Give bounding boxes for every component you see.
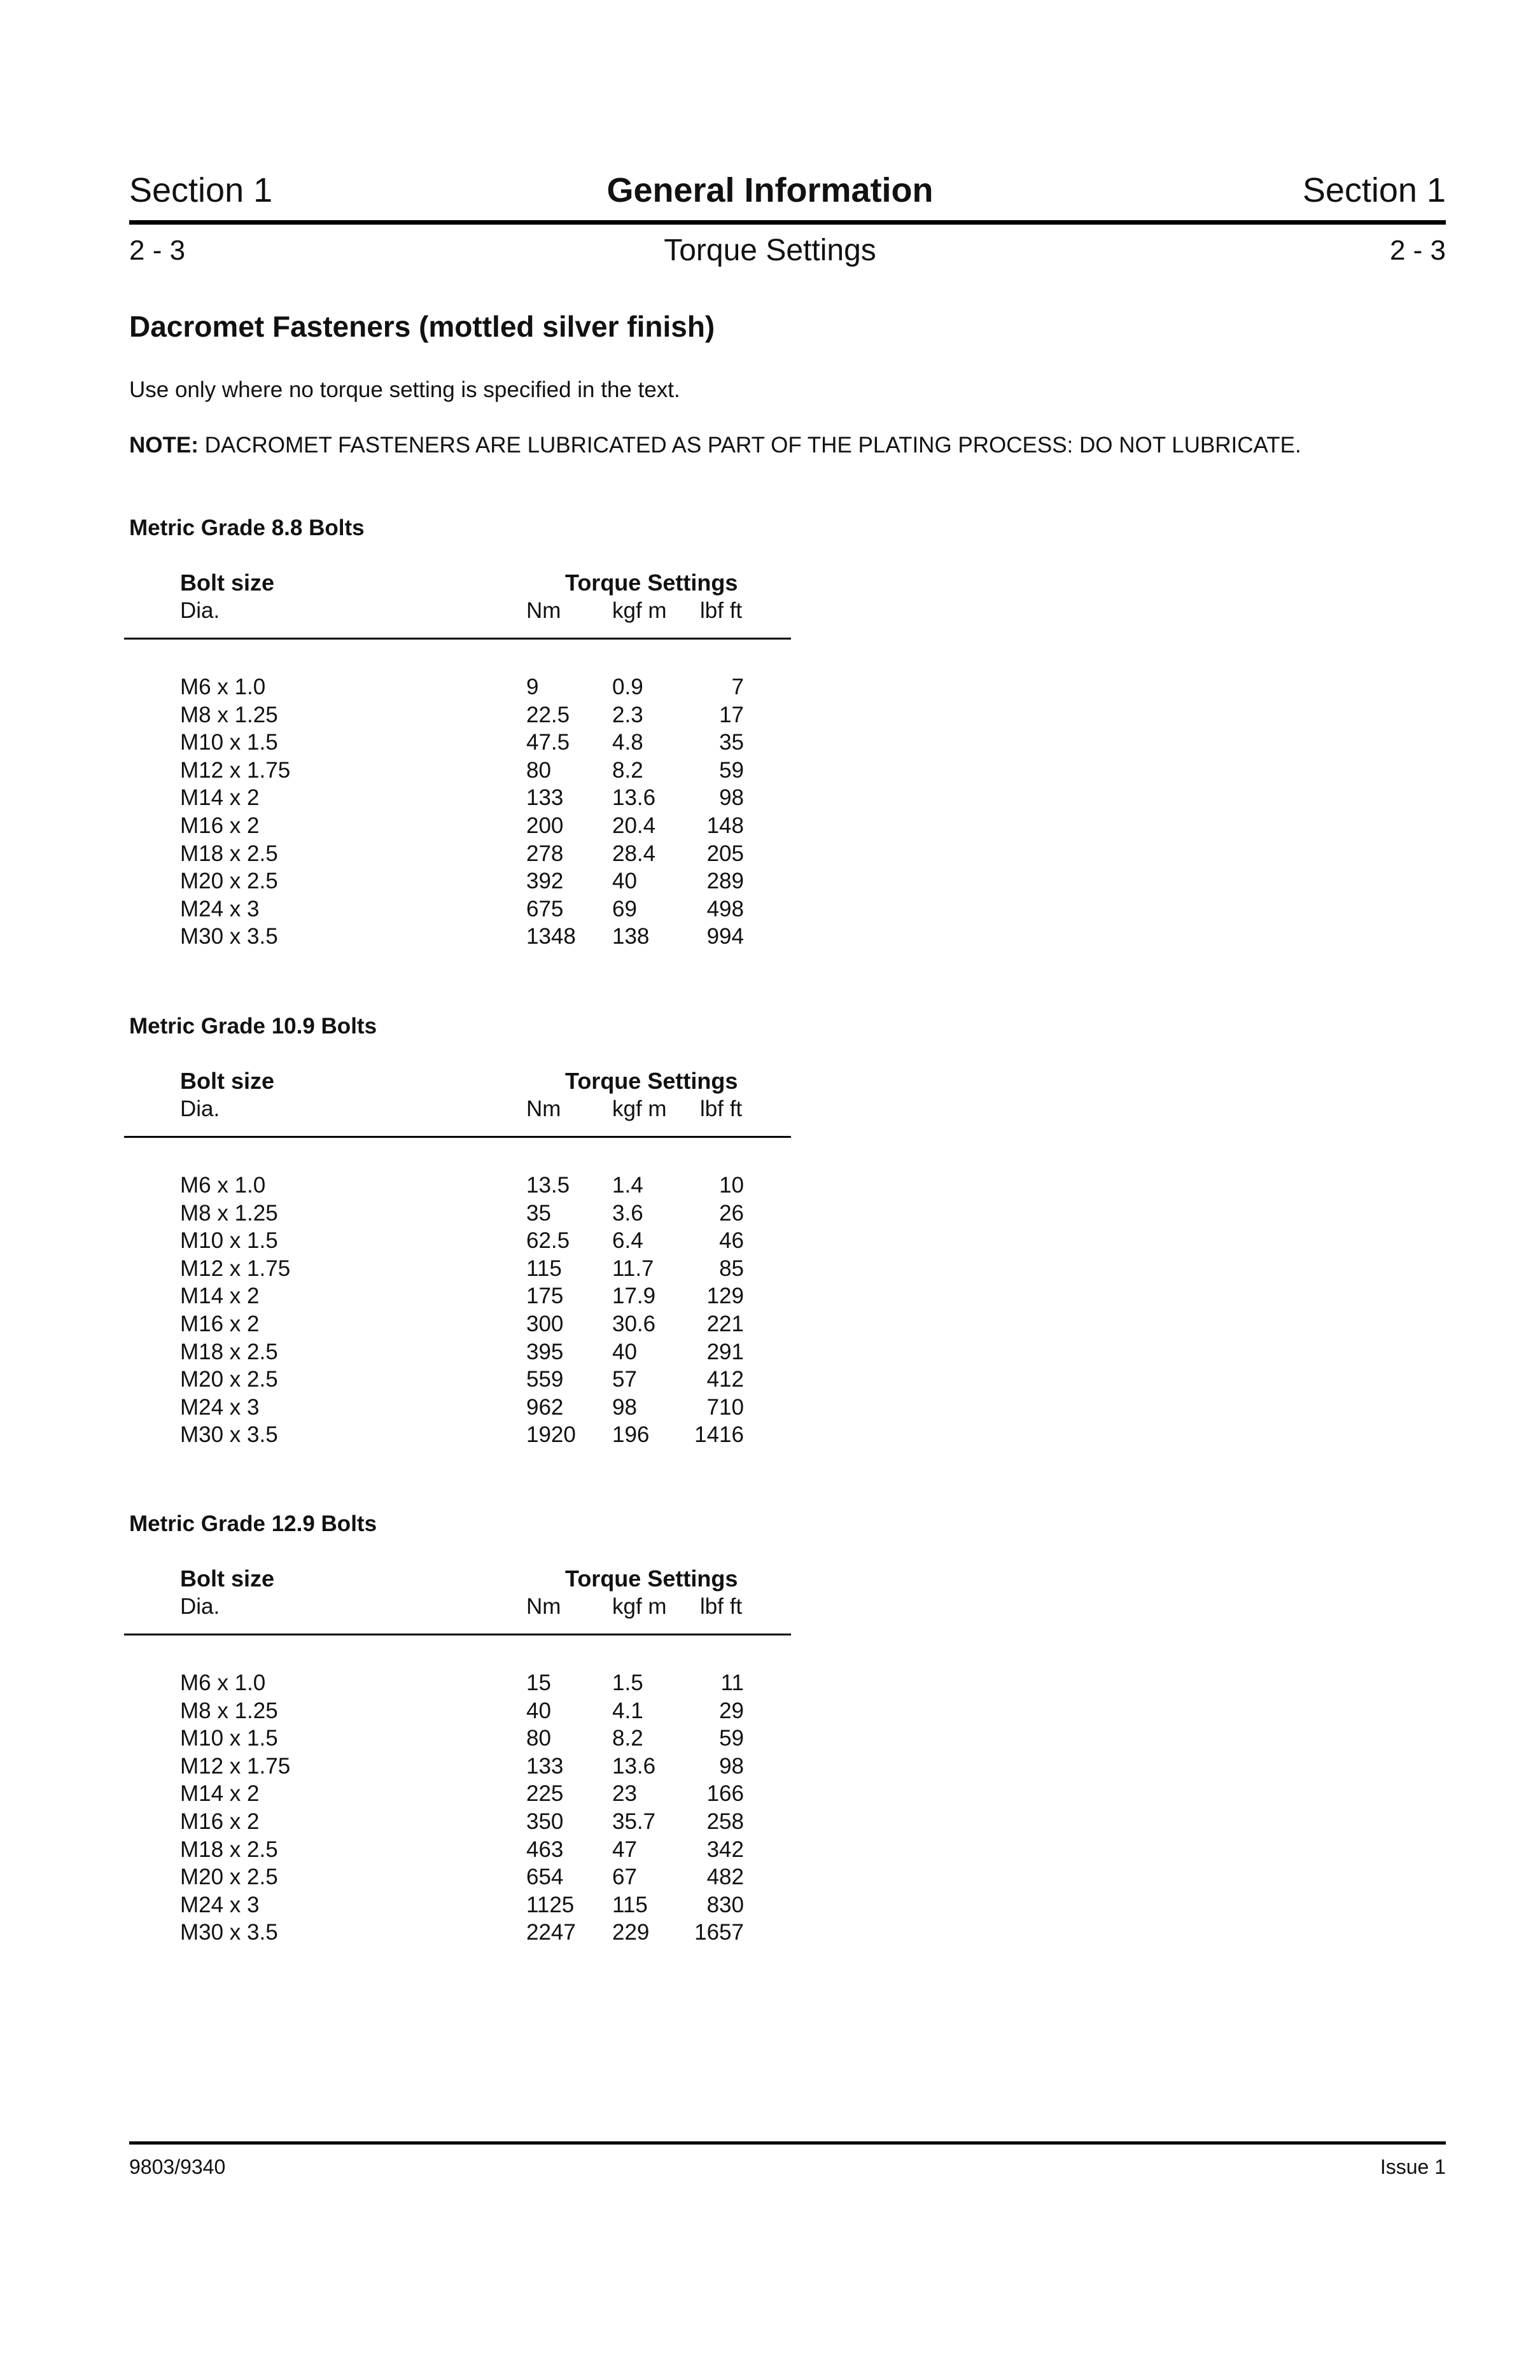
cell-nm: 175 — [526, 1284, 564, 1309]
table-row — [124, 1836, 792, 1864]
cell-lbf: 148 — [706, 813, 744, 838]
table-row — [124, 1282, 792, 1310]
col-header-nm: Nm — [526, 598, 561, 623]
cell-lbf: 11 — [720, 1670, 744, 1695]
table-row — [124, 1891, 792, 1919]
cell-size: M8 x 1.25 — [180, 1698, 278, 1723]
note-body: DACROMET FASTENERS ARE LUBRICATED AS PART OF THE PLATING PROCESS: DO NOT LUBRICATE. — [198, 433, 1301, 458]
cell-lbf: 59 — [719, 1726, 744, 1751]
table-row — [124, 784, 792, 812]
table-row — [124, 1919, 792, 1947]
cell-lbf: 98 — [719, 1753, 744, 1779]
header-title: General Information — [606, 171, 934, 209]
cell-kgf: 1.4 — [612, 1173, 643, 1198]
cell-kgf: 8.2 — [612, 1726, 643, 1751]
cell-lbf: 482 — [706, 1865, 744, 1890]
col-header-nm: Nm — [526, 1594, 561, 1619]
col-header-kgf-m: kgf m — [612, 598, 667, 623]
cell-size: M16 x 2 — [180, 813, 260, 838]
cell-lbf: 35 — [719, 730, 744, 755]
header-section-right: Section 1 — [1302, 171, 1446, 209]
cell-lbf: 342 — [706, 1837, 744, 1862]
document-title: Dacromet Fasteners (mottled silver finish) — [129, 310, 715, 343]
table-row — [124, 923, 792, 951]
cell-nm: 392 — [526, 869, 564, 894]
cell-size: M6 x 1.0 — [180, 675, 266, 699]
cell-nm: 300 — [526, 1311, 564, 1336]
cell-size: M24 x 3 — [180, 1394, 260, 1420]
cell-nm: 395 — [526, 1339, 564, 1364]
cell-kgf: 98 — [612, 1394, 637, 1420]
table-row — [124, 1808, 792, 1836]
cell-lbf: 710 — [706, 1394, 744, 1420]
cell-nm: 1348 — [526, 924, 576, 949]
cell-size: M18 x 2.5 — [180, 841, 278, 866]
cell-kgf: 4.1 — [612, 1698, 643, 1723]
cell-nm: 133 — [526, 785, 564, 811]
cell-lbf: 85 — [719, 1256, 744, 1281]
cell-kgf: 4.8 — [612, 730, 643, 755]
cell-nm: 22.5 — [526, 702, 570, 727]
table-body — [124, 1172, 792, 1449]
header-rule — [129, 220, 1446, 225]
cell-size: M30 x 3.5 — [180, 1920, 278, 1945]
table-rule — [124, 1634, 791, 1635]
cell-size: M12 x 1.75 — [180, 1753, 291, 1779]
cell-kgf: 0.9 — [612, 675, 643, 699]
table-row — [124, 1338, 792, 1366]
cell-kgf: 11.7 — [612, 1256, 654, 1281]
cell-size: M12 x 1.75 — [180, 757, 291, 783]
col-header-lbf-ft: lbf ft — [700, 598, 743, 623]
cell-nm: 80 — [526, 1726, 551, 1751]
cell-kgf: 138 — [612, 924, 650, 949]
cell-kgf: 3.6 — [612, 1200, 643, 1226]
cell-lbf: 46 — [719, 1228, 744, 1254]
cell-lbf: 98 — [719, 785, 744, 811]
col-header-lbf-ft: lbf ft — [700, 1096, 743, 1121]
cell-lbf: 221 — [706, 1311, 744, 1336]
cell-size: M20 x 2.5 — [180, 1367, 278, 1392]
cell-nm: 62.5 — [526, 1228, 570, 1254]
cell-size: M16 x 2 — [180, 1311, 260, 1336]
cell-size: M18 x 2.5 — [180, 1837, 278, 1862]
note-label: NOTE: — [129, 433, 199, 458]
note-text — [129, 434, 1301, 456]
table-row — [124, 867, 792, 895]
table-body — [124, 673, 792, 951]
col-header-lbf-ft: lbf ft — [700, 1594, 743, 1619]
cell-nm: 463 — [526, 1837, 564, 1862]
col-header-torque-settings: Torque Settings — [565, 1068, 738, 1094]
table-row — [124, 757, 792, 785]
cell-kgf: 196 — [612, 1422, 650, 1448]
cell-size: M20 x 2.5 — [180, 869, 278, 894]
cell-size: M8 x 1.25 — [180, 1200, 278, 1226]
cell-kgf: 23 — [612, 1781, 637, 1807]
cell-nm: 350 — [526, 1809, 564, 1834]
cell-lbf: 129 — [706, 1284, 744, 1309]
cell-lbf: 17 — [719, 702, 744, 727]
col-header-kgf-m: kgf m — [612, 1096, 667, 1121]
cell-size: M6 x 1.0 — [180, 1670, 266, 1695]
cell-nm: 40 — [526, 1698, 551, 1723]
table-row — [124, 1669, 792, 1697]
table-row — [124, 1227, 792, 1255]
table-row — [124, 1366, 792, 1394]
cell-nm: 133 — [526, 1753, 564, 1779]
cell-kgf: 57 — [612, 1367, 637, 1392]
table-row — [124, 1421, 792, 1449]
cell-kgf: 20.4 — [612, 813, 656, 838]
cell-nm: 654 — [526, 1865, 564, 1890]
table-row — [124, 729, 792, 757]
cell-size: M24 x 3 — [180, 896, 260, 921]
table-row — [124, 673, 792, 701]
cell-size: M30 x 3.5 — [180, 924, 278, 949]
table-rule — [124, 638, 791, 640]
table-row — [124, 812, 792, 840]
cell-lbf: 59 — [719, 757, 744, 783]
table-row — [124, 1255, 792, 1283]
cell-kgf: 69 — [612, 896, 637, 921]
cell-kgf: 13.6 — [612, 1753, 656, 1779]
cell-lbf: 412 — [706, 1367, 744, 1392]
table-row — [124, 701, 792, 729]
col-header-dia: Dia. — [180, 1096, 220, 1121]
cell-lbf: 1416 — [694, 1422, 744, 1448]
col-header-bolt-size: Bolt size — [180, 570, 275, 596]
cell-kgf: 47 — [612, 1837, 637, 1862]
cell-kgf: 40 — [612, 869, 637, 894]
cell-lbf: 994 — [706, 924, 744, 949]
cell-kgf: 30.6 — [612, 1311, 656, 1336]
col-header-torque-settings: Torque Settings — [565, 1565, 738, 1592]
cell-nm: 9 — [526, 675, 539, 699]
cell-size: M16 x 2 — [180, 1809, 260, 1834]
cell-nm: 13.5 — [526, 1173, 570, 1198]
cell-nm: 559 — [526, 1367, 564, 1392]
cell-nm: 115 — [526, 1256, 562, 1281]
cell-lbf: 1657 — [694, 1920, 744, 1945]
cell-kgf: 8.2 — [612, 757, 643, 783]
cell-nm: 1125 — [526, 1892, 575, 1917]
cell-size: M6 x 1.0 — [180, 1173, 266, 1198]
cell-kgf: 17.9 — [612, 1284, 656, 1309]
table-heading: Metric Grade 12.9 Bolts — [129, 1511, 377, 1536]
cell-size: M10 x 1.5 — [180, 730, 278, 755]
cell-size: M18 x 2.5 — [180, 1339, 278, 1364]
cell-kgf: 6.4 — [612, 1228, 643, 1254]
cell-size: M14 x 2 — [180, 1284, 260, 1309]
cell-size: M20 x 2.5 — [180, 1865, 278, 1890]
issue-label: Issue 1 — [1380, 2155, 1446, 2178]
cell-size: M30 x 3.5 — [180, 1422, 278, 1448]
table-heading: Metric Grade 10.9 Bolts — [129, 1014, 377, 1039]
header-section-left: Section 1 — [129, 171, 273, 209]
cell-kgf: 13.6 — [612, 785, 656, 811]
cell-kgf: 28.4 — [612, 841, 656, 866]
cell-kgf: 1.5 — [612, 1670, 643, 1695]
col-header-bolt-size: Bolt size — [180, 1565, 275, 1592]
page-subtitle: Torque Settings — [664, 234, 876, 267]
cell-kgf: 2.3 — [612, 702, 643, 727]
document-number: 9803/9340 — [129, 2155, 226, 2178]
table-row — [124, 840, 792, 868]
cell-lbf: 205 — [706, 841, 744, 866]
cell-lbf: 166 — [706, 1781, 744, 1807]
cell-lbf: 26 — [719, 1200, 744, 1226]
cell-nm: 962 — [526, 1394, 564, 1420]
cell-nm: 15 — [526, 1670, 551, 1695]
page-number-left: 2 - 3 — [129, 235, 186, 266]
cell-nm: 47.5 — [526, 730, 570, 755]
table-row — [124, 1310, 792, 1338]
cell-kgf: 40 — [612, 1339, 637, 1364]
cell-lbf: 291 — [706, 1339, 744, 1364]
cell-nm: 2247 — [526, 1920, 576, 1945]
table-heading: Metric Grade 8.8 Bolts — [129, 515, 365, 540]
table-row — [124, 1172, 792, 1200]
cell-size: M10 x 1.5 — [180, 1228, 278, 1254]
col-header-torque-settings: Torque Settings — [565, 570, 738, 596]
page-number-right: 2 - 3 — [1389, 235, 1446, 266]
table-body — [124, 1669, 792, 1947]
cell-size: M12 x 1.75 — [180, 1256, 291, 1281]
col-header-nm: Nm — [526, 1096, 561, 1121]
table-row — [124, 1394, 792, 1422]
cell-size: M10 x 1.5 — [180, 1726, 278, 1751]
cell-nm: 35 — [526, 1200, 551, 1226]
footer-rule — [129, 2141, 1446, 2145]
cell-lbf: 29 — [719, 1698, 744, 1723]
cell-size: M14 x 2 — [180, 785, 260, 811]
table-row — [124, 1200, 792, 1228]
cell-nm: 675 — [526, 896, 564, 921]
cell-lbf: 7 — [731, 675, 744, 699]
cell-nm: 200 — [526, 813, 564, 838]
col-header-dia: Dia. — [180, 598, 220, 623]
cell-nm: 225 — [526, 1781, 564, 1807]
col-header-bolt-size: Bolt size — [180, 1068, 275, 1094]
cell-size: M8 x 1.25 — [180, 702, 278, 727]
intro-text: Use only where no torque setting is specified in the text. — [129, 377, 680, 402]
cell-nm: 80 — [526, 757, 551, 783]
cell-kgf: 67 — [612, 1865, 637, 1890]
table-rule — [124, 1136, 791, 1138]
table-row — [124, 1863, 792, 1891]
cell-nm: 1920 — [526, 1422, 576, 1448]
cell-kgf: 229 — [612, 1920, 650, 1945]
cell-lbf: 498 — [706, 896, 744, 921]
cell-nm: 278 — [526, 841, 564, 866]
cell-lbf: 258 — [706, 1809, 744, 1834]
cell-lbf: 289 — [706, 869, 744, 894]
cell-lbf: 830 — [706, 1892, 744, 1917]
table-row — [124, 895, 792, 923]
col-header-dia: Dia. — [180, 1594, 220, 1619]
cell-lbf: 10 — [719, 1173, 744, 1198]
cell-size: M24 x 3 — [180, 1892, 260, 1917]
cell-kgf: 115 — [612, 1892, 648, 1917]
table-row — [124, 1725, 792, 1753]
table-row — [124, 1697, 792, 1725]
table-row — [124, 1753, 792, 1781]
table-row — [124, 1780, 792, 1808]
cell-size: M14 x 2 — [180, 1781, 260, 1807]
cell-kgf: 35.7 — [612, 1809, 656, 1834]
col-header-kgf-m: kgf m — [612, 1594, 667, 1619]
